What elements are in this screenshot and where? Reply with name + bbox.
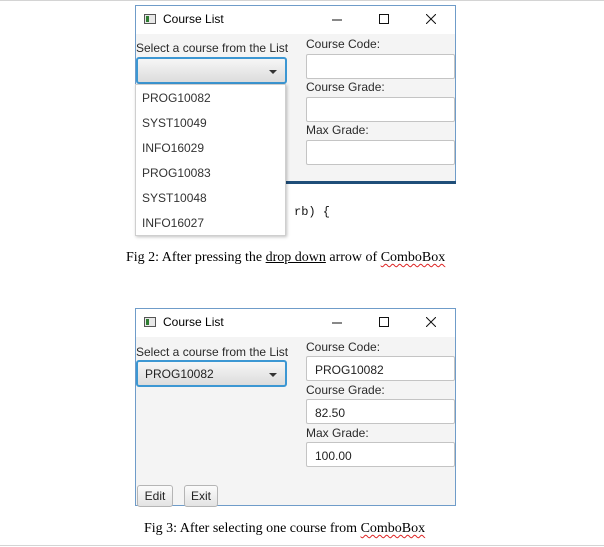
minimize-icon[interactable] [322, 8, 352, 30]
window-title: Course List [163, 12, 224, 26]
combobox-dropdown[interactable] [135, 84, 286, 236]
chevron-down-icon[interactable] [269, 70, 277, 74]
course-code-field[interactable] [306, 54, 455, 79]
course-code-field[interactable] [306, 356, 455, 381]
caption-text: ComboBox [380, 250, 446, 265]
dropdown-item[interactable]: INFO16027 [142, 216, 205, 230]
select-course-label: Select a course from the List [136, 41, 289, 55]
caption-text: arrow of [325, 250, 381, 265]
course-grade-label: Course Grade: [306, 383, 385, 397]
course-combobox[interactable] [136, 57, 287, 84]
minimize-icon[interactable] [322, 311, 352, 333]
fig3-caption [144, 521, 425, 537]
max-grade-value: 100.00 [315, 449, 352, 463]
dropdown-item[interactable]: PROG10082 [142, 91, 211, 105]
max-grade-field[interactable] [306, 140, 455, 165]
fig3-window [135, 308, 456, 506]
maximize-icon[interactable] [369, 8, 399, 30]
maximize-icon[interactable] [369, 311, 399, 333]
max-grade-label: Max Grade: [306, 426, 369, 440]
course-grade-label: Course Grade: [306, 80, 385, 94]
fig2-titlebar [136, 6, 455, 34]
course-grade-value: 82.50 [315, 406, 346, 420]
chevron-down-icon[interactable] [269, 373, 277, 377]
caption-text: Fig 2: After pressing the [126, 250, 266, 265]
dropdown-item[interactable]: PROG10083 [142, 166, 211, 180]
top-rule [0, 0, 604, 1]
fig3-titlebar [136, 309, 455, 337]
close-icon[interactable] [416, 311, 446, 333]
dropdown-item[interactable]: SYST10049 [142, 116, 207, 130]
combobox-value: PROG10082 [145, 367, 214, 381]
course-code-label: Course Code: [306, 37, 381, 51]
course-code-label: Course Code: [306, 340, 381, 354]
course-combobox[interactable] [136, 360, 287, 387]
fig2-caption [126, 250, 445, 266]
edit-button[interactable]: Edit [137, 485, 173, 507]
course-grade-field[interactable] [306, 399, 455, 424]
close-icon[interactable] [416, 8, 446, 30]
caption-text: Fig 3: After selecting one course from [144, 521, 361, 536]
select-course-label: Select a course from the List [136, 345, 289, 359]
caption-text: drop down [265, 250, 326, 265]
course-grade-field[interactable] [306, 97, 455, 122]
max-grade-field[interactable] [306, 442, 455, 467]
background-strip [285, 181, 456, 184]
window-title: Course List [163, 315, 224, 329]
dropdown-item[interactable]: INFO16029 [142, 141, 205, 155]
bottom-rule [0, 545, 604, 546]
app-icon [144, 14, 156, 24]
caption-text: ComboBox [360, 521, 426, 536]
max-grade-label: Max Grade: [306, 123, 369, 137]
dropdown-item[interactable]: SYST10048 [142, 191, 207, 205]
exit-button[interactable]: Exit [184, 485, 218, 507]
course-code-value: PROG10082 [315, 363, 384, 377]
code-peek: rb) { [294, 205, 331, 219]
app-icon [144, 317, 156, 327]
